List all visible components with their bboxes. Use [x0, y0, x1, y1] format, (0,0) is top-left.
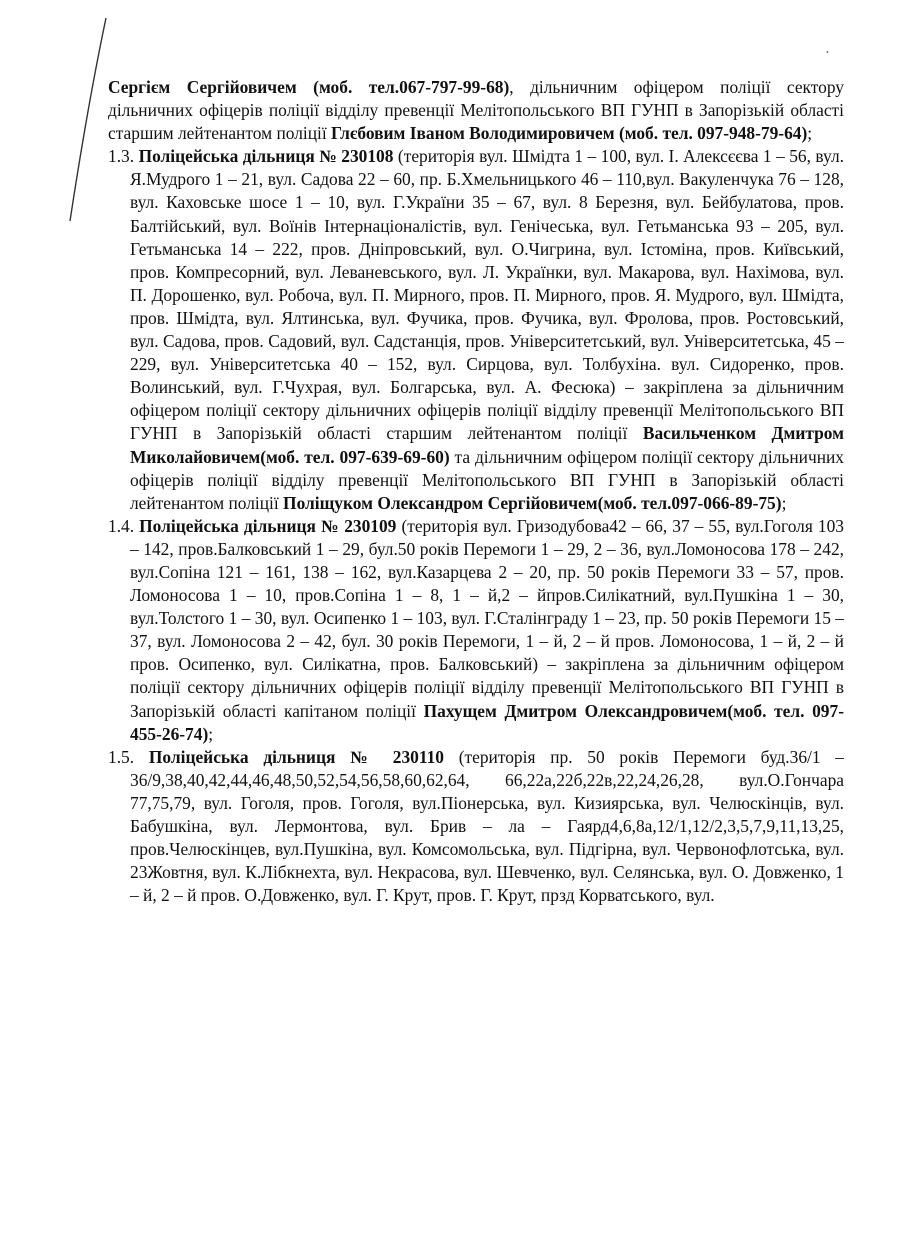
item-end: ;: [781, 492, 787, 513]
item-title: Поліцейська дільниця № 230109: [139, 515, 397, 536]
intro-tail: ;: [807, 123, 813, 144]
item-title: Поліцейська дільниця № 230108: [138, 146, 394, 167]
item-territory: (територія вул. Гризодубова42 – 66, 37 – 55, вул.Гоголя 103 – 142, пров.Балковський 1 – 29, бул.50 років Перемоги 1 – 29, 2 – 36, вул.Ломоносова 178 – 242, вул.Сопіна 121 – 161, 138 – 162, вул.Казарцева 2 – 20, пр. 50 років Перемоги 33 – 57, пров. Ломоносова 1 – 10, пров.Сопіна 1 – 8, 1 – й,2 – йпров.Силікатний, вул.Пушкіна 1 – 30, вул.Толстого 1 – 30, вул. Осипенко 1 – 103, вул. Г.Сталінграду 1 – 23, пр. 50 років Перемоги 15 – 37, вул. Ломоносова 2 – 42, бул. 30 років Перемоги, 1 – й, 2 – й пров. Ломоносова, 1 – й, 2 – й пров. Осипенко, вул. Силікатна, пров. Балковський): [130, 515, 844, 675]
item-officer-1: Васильченком Дмитром Миколайовичем(моб. тел. 097-639-69-60): [130, 423, 844, 467]
item-territory: (територія пр. 50 років Перемоги буд.36/1 – 36/9,38,40,42,44,46,48,50,52,54,56,58,60,62,64, 66,22а,22б,22в,22,24,26,28, вул.О.Гончара 77,75,79, вул. Гоголя, пров. Гоголя, вул.Піонерська, вул. Кизиярська, вул. Челюскінців, вул. Бабушкіна, вул. Лермонтова, вул. Брив – ла – Гаярд4,6,8а,12/1,12/2,3,5,7,9,11,13,25, пров.Челюскінцев, вул.Пушкіна, вул. Комсомольська, вул. Підгірна, вул. Червонофлотська, вул. 23Жовтня, вул. К.Лібкнехта, вул. Некрасова, вул. Шевченко, вул. Селянська, вул. О. Довженко, 1 – й, 2 – й пров. О.Довженко, вул. Г. Крут, пров. Г. Крут, прзд Корватського, вул.: [130, 746, 844, 906]
document-page: [108, 76, 844, 907]
item-middle: та дільничним офіцером поліції сектору дільничних офіцерів поліції відділу превенції Мелітопольського ВП ГУНП в Запорізькій області лейтенантом поліції: [130, 446, 844, 513]
item-assign: – закріплена за дільничним офіцером поліції сектору дільничних офіцерів поліції відділу превенції Мелітопольського ВП ГУНП в Запорізькій області старшим лейтенантом поліції: [130, 377, 844, 444]
list-item: [108, 515, 844, 746]
item-number: 1.3.: [108, 146, 135, 167]
list-item: [108, 145, 844, 515]
intro-officer: Глєбовим Іваном Володимировичем (моб. тел. 097-948-79-64): [331, 123, 808, 144]
item-assign: – закріплена за дільничним офіцером поліції сектору дільничних офіцерів поліції відділу превенції Мелітопольського ВП ГУНП в Запорізькій області капітаном поліції: [130, 654, 845, 721]
pen-stroke-mark: [64, 16, 67, 226]
item-territory: (територія вул. Шмідта 1 – 100, вул. І. Алексєєва 1 – 56, вул. Я.Мудрого 1 – 21, вул. Садова 22 – 60, пр. Б.Хмельницького 46 – 110,вул. Вакуленчука 76 – 128, вул. Каховське шосе 1 – 10, вул. Г.України 35 – 67, вул. 8 Березня, вул. Бейбулатова, пров. Балтійський, вул. Воїнів Інтернаціоналістів, вул. Генічеська, вул. Гетьманська 93 – 205, вул. Гетьманська 14 – 222, пров. Дніпровський, вул. О.Чигрина, вул. Істоміна, пров. Київський, пров. Компресорний, вул. Леваневського, вул. Л. Українки, вул. Макарова, вул. Нахімова, вул. П. Дорошенко, вул. Робоча, вул. П. Мирного, пров. П. Мирного, пров. Я. Мудрого, вул. Шмідта, пров. Шмідта, вул. Ялтинська, вул. Фучика, пров. Фучика, вул. Фролова, пров. Ростовський, вул. Садова, пров. Садовий, вул. Садстанція, пров. Університетський, вул. Університетська, 45 – 229, вул. Університетська 40 – 152, вул. Сирцова, вул. Толбухіна. вул. Сидоренко, пров. Волинський, вул. Г.Чухрая, вул. Болгарська, вул. А. Фесюка): [130, 146, 844, 398]
intro-text: , дільничним офіцером поліції сектору дільничних офіцерів поліції відділу превенції Мелітопольського ВП ГУНП в Запорізькій області старшим лейтенантом поліції: [108, 77, 844, 144]
item-number: 1.4.: [108, 515, 135, 536]
intro-name: Сергієм Сергійовичем (моб. тел.067-797-99-68): [108, 77, 510, 97]
list-item: [108, 746, 844, 908]
item-number: 1.5.: [108, 746, 135, 767]
item-title: Поліцейська дільниця № 230110: [148, 746, 444, 767]
item-officer-1: Пахущем Дмитром Олександровичем(моб. тел. 097-455-26-74): [130, 700, 844, 744]
item-officer-2: Поліщуком Олександром Сергійовичем(моб. тел.097-066-89-75): [283, 492, 782, 513]
scan-speck: •: [826, 48, 829, 57]
item-end: ;: [208, 723, 214, 744]
intro-paragraph: [108, 76, 844, 145]
